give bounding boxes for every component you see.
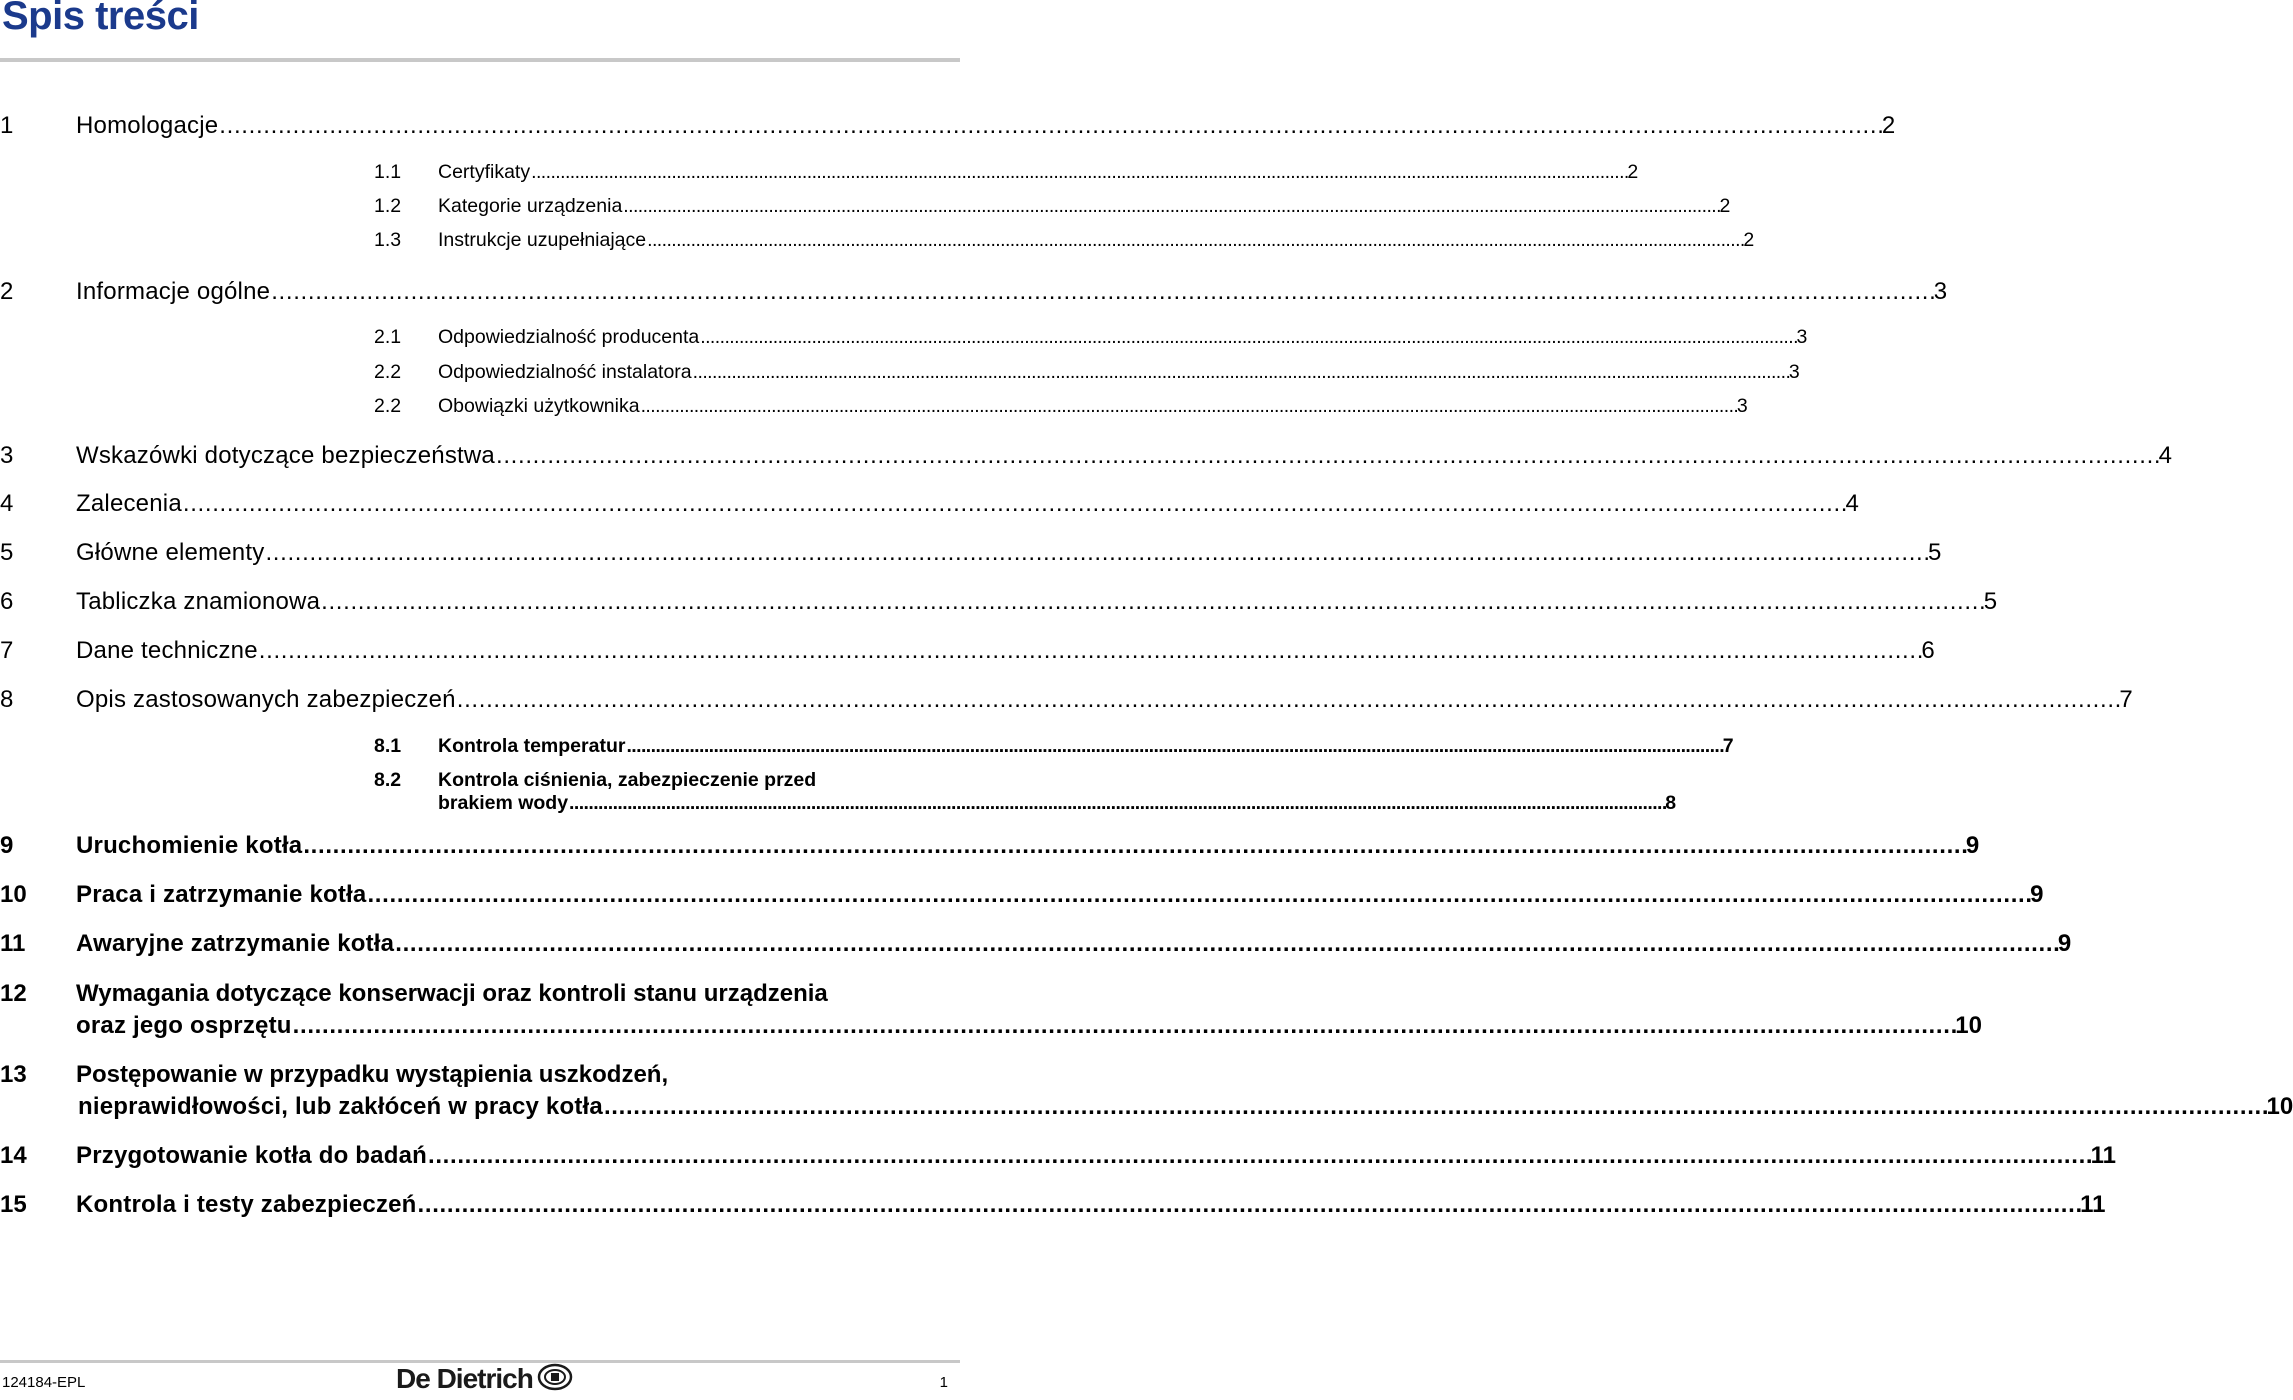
toc-number: 12 [0, 980, 27, 1007]
toc-page: 9 [2030, 881, 2044, 908]
toc-entry-10[interactable] [0, 881, 2044, 909]
dot-leader [457, 686, 2119, 714]
toc-page: 7 [1722, 735, 1734, 757]
toc-number: 8 [0, 686, 14, 713]
toc-page: 4 [2158, 442, 2172, 469]
toc-entry-2-1[interactable] [374, 326, 1808, 349]
toc-entry-7[interactable] [0, 637, 1935, 665]
toc-page: 9 [2057, 930, 2072, 957]
toc-page: 10 [2266, 1093, 2293, 1120]
toc-number: 8.1 [374, 735, 402, 757]
toc-label-line2: brakiem wody [438, 792, 569, 814]
toc-page: 5 [1983, 588, 1998, 615]
toc-page: 9 [1965, 832, 1980, 859]
toc-number: 15 [0, 1191, 27, 1218]
toc-entry-2-2[interactable] [374, 361, 1800, 384]
dot-leader [418, 1191, 2080, 1219]
toc-entry-13[interactable] [0, 1061, 2293, 1121]
toc-page: 2 [1627, 161, 1639, 183]
dot-leader [569, 792, 1664, 815]
toc-number: 11 [0, 930, 26, 957]
toc-number: 1 [0, 112, 14, 139]
dot-leader [428, 1142, 2090, 1170]
toc-entry-8[interactable] [0, 686, 2133, 714]
dot-leader [623, 195, 1718, 218]
toc-number: 2.2 [374, 361, 402, 383]
toc-page: 11 [2080, 1191, 2106, 1218]
dot-leader [293, 1012, 1955, 1040]
toc-label-last-line [438, 792, 1676, 815]
toc-entry-14[interactable] [0, 1142, 2116, 1170]
toc-entry-11[interactable] [0, 930, 2072, 958]
toc-label-line1: Kontrola ciśnienia, zabezpieczenie przed [438, 769, 817, 791]
toc-number: 7 [0, 637, 14, 664]
dot-leader [626, 735, 1721, 758]
toc-label: Obowiązki użytkownika [438, 395, 640, 417]
dot-leader [259, 637, 1921, 665]
dot-leader [693, 361, 1788, 384]
toc-number: 2 [0, 278, 14, 305]
toc-label-block [438, 769, 1676, 815]
toc-page: 7 [2119, 686, 2133, 713]
toc-entry-2[interactable] [0, 278, 1948, 306]
dot-leader [219, 112, 1881, 140]
toc-label: Praca i zatrzymanie kotła [76, 881, 367, 908]
toc-number: 6 [0, 588, 14, 615]
toc-number: 4 [0, 490, 14, 517]
toc-label: Zalecenia [76, 490, 182, 517]
toc-page: 10 [1955, 1012, 1982, 1039]
toc-label: Homologacje [76, 112, 219, 139]
toc-entry-1-1[interactable] [374, 161, 1639, 184]
toc-number: 14 [0, 1142, 27, 1169]
toc-number: 8.2 [374, 769, 402, 791]
dot-leader [265, 539, 1927, 567]
toc-label-block [76, 980, 1982, 1040]
toc-label-line2: oraz jego osprzętu [76, 1012, 292, 1039]
dot-leader [647, 229, 1742, 252]
dot-leader [271, 278, 1933, 306]
dot-leader [641, 395, 1736, 418]
dot-leader [496, 442, 2158, 470]
toc-number: 2.1 [374, 326, 402, 348]
toc-page: 3 [1796, 326, 1808, 348]
dot-leader [183, 490, 1845, 518]
dot-leader [604, 1093, 2266, 1121]
toc-number: 1.1 [374, 161, 402, 183]
toc-label: Kategorie urządzenia [438, 195, 623, 217]
toc-page: 4 [1845, 490, 1859, 517]
toc-entry-8-1[interactable] [374, 735, 1734, 758]
toc-label: Instrukcje uzupełniające [438, 229, 647, 251]
toc-label: Certyfikaty [438, 161, 531, 183]
toc-page: 5 [1928, 539, 1942, 566]
toc-label-line1: Postępowanie w przypadku wystąpienia uszkodzeń, [76, 1061, 669, 1088]
toc-label: Główne elementy [76, 539, 265, 566]
document-code: 124184-EPL [2, 1374, 86, 1391]
toc-label: Tabliczka znamionowa [76, 588, 321, 615]
toc-label: Informacje ogólne [76, 278, 271, 305]
toc-label: Kontrola i testy zabezpieczeń [76, 1191, 417, 1218]
dot-leader [367, 881, 2029, 909]
title-divider [0, 58, 960, 62]
toc-label: Dane techniczne [76, 637, 258, 664]
toc-page: 2 [1743, 229, 1755, 251]
toc-number: 1.2 [374, 195, 402, 217]
toc-entry-8-2[interactable] [374, 769, 1677, 815]
toc-entry-6[interactable] [0, 588, 1998, 616]
toc-label: Odpowiedzialność producenta [438, 326, 700, 348]
dot-leader [395, 930, 2057, 958]
toc-number: 5 [0, 539, 14, 566]
toc-label: Przygotowanie kotła do badań [76, 1142, 427, 1169]
toc-label: Kontrola temperatur [438, 735, 626, 757]
toc-entry-4[interactable] [0, 490, 1859, 518]
toc-number: 13 [0, 1061, 27, 1088]
toc-label: Wskazówki dotyczące bezpieczeństwa [76, 442, 495, 469]
toc-page: 2 [1881, 112, 1896, 139]
brand-name: De Dietrich [396, 1363, 533, 1394]
toc-entry-12[interactable] [0, 980, 1982, 1040]
toc-label-line2: nieprawidłowości, lub zakłóceń w pracy kotła [78, 1093, 603, 1120]
toc-page: 6 [1921, 637, 1935, 664]
dot-leader [531, 161, 1626, 184]
toc-entry-15[interactable] [0, 1191, 2106, 1219]
toc-entry-1-2[interactable] [374, 195, 1731, 218]
toc-label-line1: Wymagania dotyczące konserwacji oraz kontroli stanu urządzenia [76, 980, 828, 1007]
toc-page: 8 [1665, 792, 1677, 814]
toc-entry-5[interactable] [0, 539, 1942, 567]
toc-number: 1.3 [374, 229, 402, 251]
toc-page: 11 [2090, 1142, 2116, 1169]
toc-number: 9 [0, 832, 14, 859]
toc-label-last-line [76, 1093, 2293, 1121]
toc-label: Opis zastosowanych zabezpieczeń [76, 686, 456, 713]
dot-leader [321, 588, 1983, 616]
toc-page: 3 [1933, 278, 1948, 305]
toc-entry-1[interactable] [0, 112, 1896, 140]
toc-entry-1-3[interactable] [374, 229, 1755, 252]
toc-label: Uruchomienie kotła [76, 832, 303, 859]
toc-label: Awaryjne zatrzymanie kotła [76, 930, 395, 957]
dot-leader [700, 326, 1795, 349]
toc-page: 3 [1788, 361, 1800, 383]
toc-label-block [76, 1061, 2293, 1121]
toc-entry-3[interactable] [0, 442, 2172, 470]
page-title: Spis treści [2, 0, 199, 38]
toc-number: 3 [0, 442, 14, 469]
toc-page: 3 [1736, 395, 1748, 417]
toc-entry-9[interactable] [0, 832, 1980, 860]
toc-number: 2.2 [374, 395, 402, 417]
toc-page: 2 [1719, 195, 1731, 217]
page-number: 1 [939, 1374, 948, 1391]
dot-leader [303, 832, 1965, 860]
de-dietrich-emblem-icon [537, 1363, 573, 1396]
brand-logo [396, 1362, 573, 1396]
toc-label: Odpowiedzialność instalatora [438, 361, 692, 383]
toc-label-last-line [76, 1012, 1982, 1040]
toc-entry-2-3[interactable] [374, 395, 1748, 418]
toc-number: 10 [0, 881, 27, 908]
